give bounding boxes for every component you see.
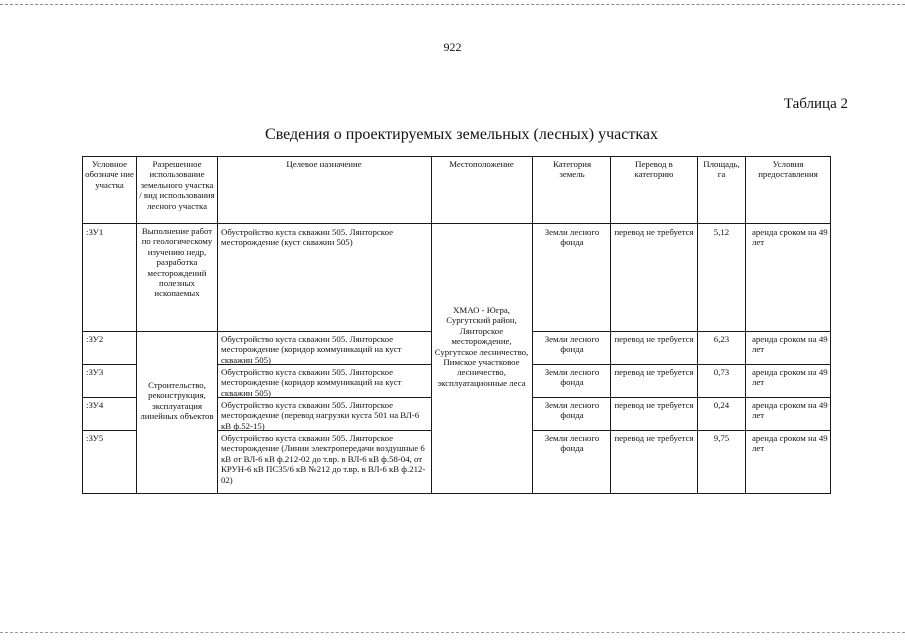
header-designation: Условное обозначе ние участка: [85, 159, 134, 190]
permitted-use-construction: Строительство, реконструкция, эксплуатация линейных объектов: [140, 380, 214, 422]
row-4-designation: :ЗУ4: [86, 400, 104, 410]
header-category: Категория земель: [552, 159, 592, 180]
row-3-category: Земли лесного фонда: [544, 367, 600, 388]
row-4-terms: аренда сроком на 49 лет: [752, 400, 828, 421]
row-5-transfer: перевод не требуется: [614, 433, 694, 443]
header-transfer: Перевод в категорию: [634, 159, 674, 180]
header-area: Площадь, га: [703, 159, 740, 180]
header-location: Местоположение: [449, 159, 514, 169]
row-2-terms: аренда сроком на 49 лет: [752, 334, 828, 355]
header-terms: Условия предоставления: [758, 159, 818, 180]
row-5-designation: :ЗУ5: [86, 433, 104, 443]
row-5-purpose: Обустройство куста скважин 505. Лянторское месторождение (Линии электропередачи воздушные 6 кВ от ВЛ-6 кВ ф.212-02 до т.вр. в ВЛ-6 кВ ф.58-04, от КРУН-6 кВ ПС35/6 кВ №212 до т.вр. в ВЛ-6 кВ ф.212-02): [221, 433, 426, 485]
permitted-use-geology: Выполнение работ по геологическому изучению недр, разработка месторождений полезных ископаемых: [141, 226, 213, 299]
row-3-area: 0,73: [713, 367, 730, 377]
row-2-purpose: Обустройство куста скважин 505. Лянторское месторождение (коридор коммуникаций на куст скважин 505): [221, 334, 402, 365]
row-1-purpose: Обустройство куста скважин 505. Лянторское месторождение (куст скважин 505): [221, 227, 393, 248]
row-1-area: 5,12: [713, 227, 730, 237]
row-1-category: Земли лесного фонда: [544, 227, 600, 248]
row-4-purpose: Обустройство куста скважин 505. Лянторское месторождение (перевод нагрузки куста 501 на ВЛ-6 кВ ф.52-15): [221, 400, 420, 431]
row-1-transfer: перевод не требуется: [614, 227, 694, 237]
header-purpose: Целевое назначение: [286, 159, 362, 169]
row-4-category: Земли лесного фонда: [544, 400, 600, 421]
row-5-area: 9,75: [713, 433, 730, 443]
row-2-designation: :ЗУ2: [86, 334, 104, 344]
row-4-transfer: перевод не требуется: [614, 400, 694, 410]
row-5-category: Земли лесного фонда: [544, 433, 600, 454]
location-shared: ХМАО - Югра, Сургутский район, Лянторское месторождение, Сургутское лесничество, Пимское участковое лесничество, эксплуатационные леса: [434, 305, 529, 388]
scan-edge-top: [0, 4, 905, 5]
row-2-category: Земли лесного фонда: [544, 334, 600, 355]
row-3-designation: :ЗУ3: [86, 367, 104, 377]
row-3-purpose: Обустройство куста скважин 505. Лянторское месторождение (коридор коммуникаций на куст скважин 505): [221, 367, 402, 398]
row-3-terms: аренда сроком на 49 лет: [752, 367, 828, 388]
row-1-designation: :ЗУ1: [86, 227, 104, 237]
row-2-area: 6,23: [713, 334, 730, 344]
row-5-terms: аренда сроком на 49 лет: [752, 433, 828, 454]
row-4-area: 0,24: [713, 400, 730, 410]
row-2-transfer: перевод не требуется: [614, 334, 694, 344]
scan-edge-bottom: [0, 632, 905, 633]
document-title: Сведения о проектируемых земельных (лесных) участках: [265, 126, 658, 143]
header-permitted-use: Разрешенное использование земельного участка / вид использования лесного участка: [139, 159, 215, 211]
table-label: Таблица 2: [783, 96, 848, 112]
page-number: 922: [443, 40, 462, 54]
row-1-terms: аренда сроком на 49 лет: [752, 227, 828, 248]
row-3-transfer: перевод не требуется: [614, 367, 694, 377]
